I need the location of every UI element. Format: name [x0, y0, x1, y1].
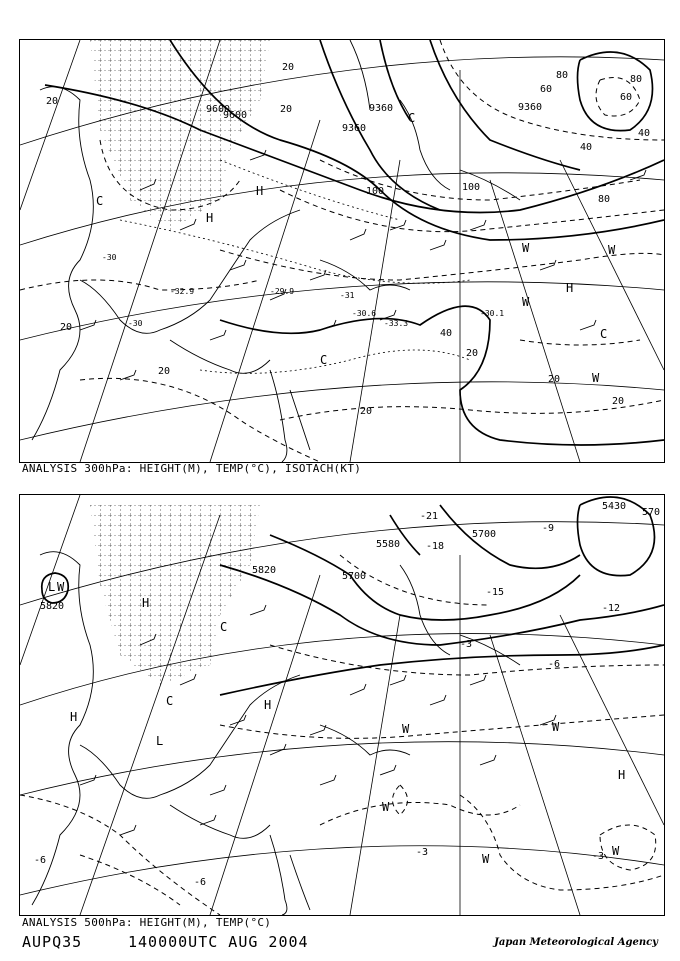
isotach-label: 100 — [366, 186, 385, 197]
isotach-label: 40 — [440, 328, 453, 339]
temperature-label: -6 — [34, 855, 47, 866]
center-mark: W — [552, 720, 560, 734]
temperature-label: -3 — [460, 639, 473, 650]
height-label: 9360 — [369, 103, 394, 114]
terrain-hatch — [90, 40, 270, 230]
center-mark: C — [600, 327, 608, 341]
temperature-label: -30 — [102, 253, 117, 262]
height-label: 5700 — [472, 529, 497, 540]
temperature-label: -32.9 — [170, 287, 195, 296]
isotach-label: 60 — [540, 84, 553, 95]
height-label: 9600 — [206, 104, 231, 115]
temperature-label: -33.3 — [384, 319, 409, 328]
isotach-label: 20 — [360, 406, 373, 417]
isotach-label: 20 — [158, 366, 171, 377]
height-label: 9600 — [223, 110, 248, 121]
center-mark: W — [402, 722, 410, 736]
center-mark: W — [592, 371, 600, 385]
center-mark: C — [320, 353, 328, 367]
center-mark: H — [618, 768, 626, 782]
center-mark: W — [612, 844, 620, 858]
isotach-label: 40 — [638, 128, 651, 139]
map-300hpa-canvas — [20, 40, 664, 462]
agency-name: Japan Meteorological Agency — [494, 937, 658, 948]
temperature-label: -15 — [486, 587, 505, 598]
isotach-label: 20 — [60, 322, 73, 333]
caption-500hpa: ANALYSIS 500hPa: HEIGHT(M), TEMP(°C) — [22, 916, 272, 929]
isotach-label: 20 — [548, 374, 561, 385]
height-label: 5430 — [602, 501, 627, 512]
center-mark: H — [256, 184, 264, 198]
isotach-label: 20 — [466, 348, 479, 359]
center-mark: C — [166, 694, 174, 708]
temperature-label: -21 — [420, 511, 439, 522]
center-mark: L — [48, 580, 56, 594]
temperature-label: -6 — [194, 877, 207, 888]
center-mark: C — [220, 620, 228, 634]
center-mark: H — [70, 710, 78, 724]
center-mark: W — [608, 243, 616, 257]
height-label: 9360 — [342, 123, 367, 134]
map-300hpa — [19, 39, 665, 463]
center-mark: H — [142, 596, 150, 610]
center-mark: W — [482, 852, 490, 866]
height-label: 9360 — [518, 102, 543, 113]
isotach-label: 40 — [580, 142, 593, 153]
temperature-label: -30 — [128, 319, 143, 328]
height-label: 5820 — [40, 601, 65, 612]
temperature-label: -12 — [602, 603, 621, 614]
center-mark: W — [522, 241, 530, 255]
center-mark: L — [156, 734, 164, 748]
isotach-label: 20 — [282, 62, 295, 73]
chart-id: AUPQ35 — [22, 933, 83, 951]
temperature-label: -6 — [548, 659, 561, 670]
coastlines — [32, 552, 520, 915]
terrain-hatch — [90, 505, 260, 685]
isotach-label: 80 — [598, 194, 611, 205]
isotach-label: 60 — [620, 92, 633, 103]
isotach-label: 20 — [612, 396, 625, 407]
height-label: 5580 — [376, 539, 401, 550]
map-500hpa-canvas — [20, 495, 664, 915]
center-mark: H — [264, 698, 272, 712]
temperature-label: -30.1 — [480, 309, 505, 318]
center-mark: W — [57, 580, 65, 594]
isotach-label: 100 — [462, 182, 481, 193]
isotach-label: 80 — [556, 70, 569, 81]
temperature-label: -30.6 — [352, 309, 377, 318]
height-label: 570 — [642, 507, 661, 518]
issue-time: 140000UTC AUG 2004 — [128, 933, 309, 951]
center-mark: H — [566, 281, 574, 295]
center-mark: W — [382, 800, 390, 814]
isotach-label: 20 — [280, 104, 293, 115]
height-label: 5700 — [342, 571, 367, 582]
temperature-label: -3 — [416, 847, 429, 858]
map-500hpa — [19, 494, 665, 916]
temperature-label: -18 — [426, 541, 445, 552]
height-label: 5820 — [252, 565, 277, 576]
temperature-label: -9 — [542, 523, 555, 534]
temperature-label: -3 — [592, 851, 605, 862]
center-mark: C — [96, 194, 104, 208]
isotach-label: 80 — [630, 74, 643, 85]
temperature-label: -31 — [340, 291, 355, 300]
center-mark: W — [522, 295, 530, 309]
isotach-label: 20 — [46, 96, 59, 107]
temperature-label: -29.9 — [270, 287, 295, 296]
center-mark: C — [408, 111, 416, 125]
center-mark: H — [206, 211, 214, 225]
caption-300hpa: ANALYSIS 300hPa: HEIGHT(M), TEMP(°C), ISOTACH(KT) — [22, 462, 362, 475]
